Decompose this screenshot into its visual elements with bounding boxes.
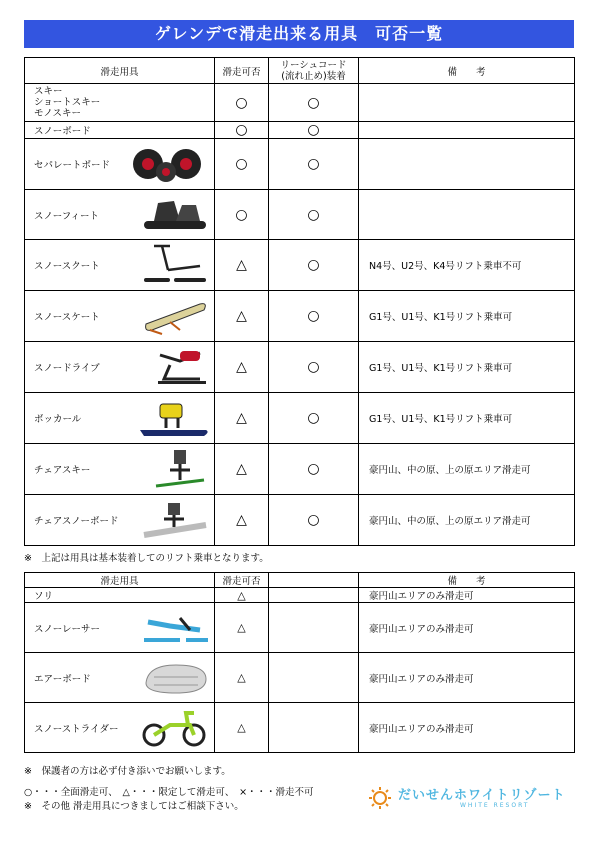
- table-row: [25, 393, 575, 444]
- consult-note: ※ その他 滑走用具につきましてはご相談下さい。: [24, 801, 244, 812]
- allowed-mark: △: [215, 393, 269, 444]
- col-header-blank: [269, 573, 359, 588]
- equipment-name: チェアスキー: [34, 465, 91, 476]
- allowed-mark: △: [215, 603, 269, 653]
- table-row: [25, 291, 575, 342]
- allowed-mark: ○: [215, 84, 269, 122]
- col-header-remarks: 備 考: [359, 58, 575, 84]
- logo-text: だいせんホワイトリゾート: [398, 788, 566, 803]
- allowed-mark: △: [215, 703, 269, 753]
- table-row: [25, 84, 575, 122]
- empty-cell: [269, 603, 359, 653]
- empty-cell: [269, 588, 359, 603]
- empty-cell: [269, 703, 359, 753]
- equipment-cell: [25, 444, 215, 495]
- table-row: [25, 342, 575, 393]
- remarks: 豪円山、中の原、上の原エリア滑走可: [359, 444, 575, 495]
- allowed-mark: △: [215, 240, 269, 291]
- snow-feet-image: [140, 195, 210, 235]
- leash-mark: ○: [269, 291, 359, 342]
- lift-note: ※ 上記は用具は基本装着してのリフト乗車となります。: [24, 553, 269, 564]
- table-row: [25, 603, 575, 653]
- equipment-name: スノーストライダー: [34, 723, 119, 735]
- leash-mark: ○: [269, 495, 359, 546]
- separate-board-image: [130, 142, 210, 186]
- equipment-name: ソリ: [25, 588, 215, 603]
- remarks: 豪円山エリアのみ滑走可: [359, 588, 575, 603]
- allowed-mark: ○: [215, 139, 269, 190]
- equipment-name: ボッカール: [34, 414, 82, 425]
- sun-icon: [368, 786, 392, 810]
- leash-mark: ○: [269, 444, 359, 495]
- remarks: [359, 84, 575, 122]
- col-header-allowed: 滑走可否: [215, 573, 269, 588]
- legend: ○・・・全面滑走可、 △・・・限定して滑走可、 ×・・・滑走不可: [24, 787, 314, 798]
- snow-drive-image: [150, 345, 210, 389]
- table-row: [25, 190, 575, 240]
- equipment-cell: [25, 139, 215, 190]
- equipment-name: スノーレーサー: [34, 623, 101, 635]
- remarks: [359, 139, 575, 190]
- equipment-cell: [25, 603, 215, 653]
- equipment-cell: [25, 393, 215, 444]
- equipment-name: スキー ショートスキー モノスキー: [25, 84, 215, 122]
- remarks: 豪円山、中の原、上の原エリア滑走可: [359, 495, 575, 546]
- table-row: [25, 139, 575, 190]
- remarks: 豪円山エリアのみ滑走可: [359, 703, 575, 753]
- remarks: [359, 190, 575, 240]
- remarks: 豪円山エリアのみ滑走可: [359, 653, 575, 703]
- snow-scoot-image: [140, 242, 210, 288]
- snow-racer-image: [140, 608, 210, 648]
- empty-cell: [269, 653, 359, 703]
- equipment-name: スノーボード: [25, 122, 215, 139]
- allowed-mark: ○: [215, 190, 269, 240]
- leash-mark: ○: [269, 190, 359, 240]
- equipment-name: スノードライブ: [34, 363, 100, 374]
- table-row: [25, 122, 575, 139]
- col-header-equipment: 滑走用具: [25, 573, 215, 588]
- page-title: ゲレンデで滑走出来る用具 可否一覧: [24, 20, 574, 48]
- allowed-mark: △: [215, 495, 269, 546]
- table-row: [25, 240, 575, 291]
- table-row: [25, 653, 575, 703]
- equipment-cell: [25, 342, 215, 393]
- leash-mark: ○: [269, 393, 359, 444]
- equipment-cell: [25, 291, 215, 342]
- remarks: [359, 122, 575, 139]
- col-header-remarks: 備 考: [359, 573, 575, 588]
- leash-mark: ○: [269, 122, 359, 139]
- table-row: [25, 703, 575, 753]
- allowed-mark: △: [215, 342, 269, 393]
- equipment-name: スノーフィート: [34, 210, 99, 222]
- remarks: G1号、U1号、K1号リフト乗車可: [359, 342, 575, 393]
- table-row: [25, 495, 575, 546]
- remarks: G1号、U1号、K1号リフト乗車可: [359, 393, 575, 444]
- leash-mark: ○: [269, 342, 359, 393]
- equipment-cell: [25, 240, 215, 291]
- air-board-image: [140, 657, 210, 699]
- equipment-name: セパレートボード: [34, 160, 111, 171]
- equipment-name: エアーボード: [34, 673, 91, 685]
- col-header-allowed: 滑走可否: [215, 58, 269, 84]
- allowed-mark: ○: [215, 122, 269, 139]
- remarks: G1号、U1号、K1号リフト乗車可: [359, 291, 575, 342]
- daisen-white-resort-logo: [368, 784, 568, 814]
- guardian-note: ※ 保護者の方は必ず付き添いでお願いします。: [24, 766, 231, 777]
- remarks: 豪円山エリアのみ滑走可: [359, 603, 575, 653]
- allowed-mark: △: [215, 588, 269, 603]
- bokkaru-image: [136, 396, 210, 440]
- equipment-cell: [25, 495, 215, 546]
- chair-ski-image: [150, 446, 210, 492]
- snow-strider-image: [140, 707, 210, 749]
- table-row: [25, 588, 575, 603]
- logo-subtext: WHITE RESORT: [460, 802, 530, 809]
- leash-mark: ○: [269, 139, 359, 190]
- leash-mark: ○: [269, 84, 359, 122]
- table-row: [25, 444, 575, 495]
- equipment-table-1: [24, 57, 575, 546]
- allowed-mark: △: [215, 291, 269, 342]
- equipment-name: スノースクート: [34, 261, 100, 272]
- equipment-table-2: [24, 572, 575, 753]
- col-header-equipment: 滑走用具: [25, 58, 215, 84]
- snow-skate-image: [140, 296, 210, 336]
- equipment-cell: [25, 190, 215, 240]
- chair-snowboard-image: [140, 497, 210, 543]
- allowed-mark: △: [215, 444, 269, 495]
- equipment-name: チェアスノーボード: [34, 516, 119, 527]
- col-header-leash: リーシュコード (流れ止め)装着: [269, 58, 359, 84]
- equipment-name: スノースケート: [34, 312, 100, 323]
- equipment-cell: [25, 653, 215, 703]
- equipment-cell: [25, 703, 215, 753]
- remarks: N4号、U2号、K4号リフト乗車不可: [359, 240, 575, 291]
- allowed-mark: △: [215, 653, 269, 703]
- leash-mark: ○: [269, 240, 359, 291]
